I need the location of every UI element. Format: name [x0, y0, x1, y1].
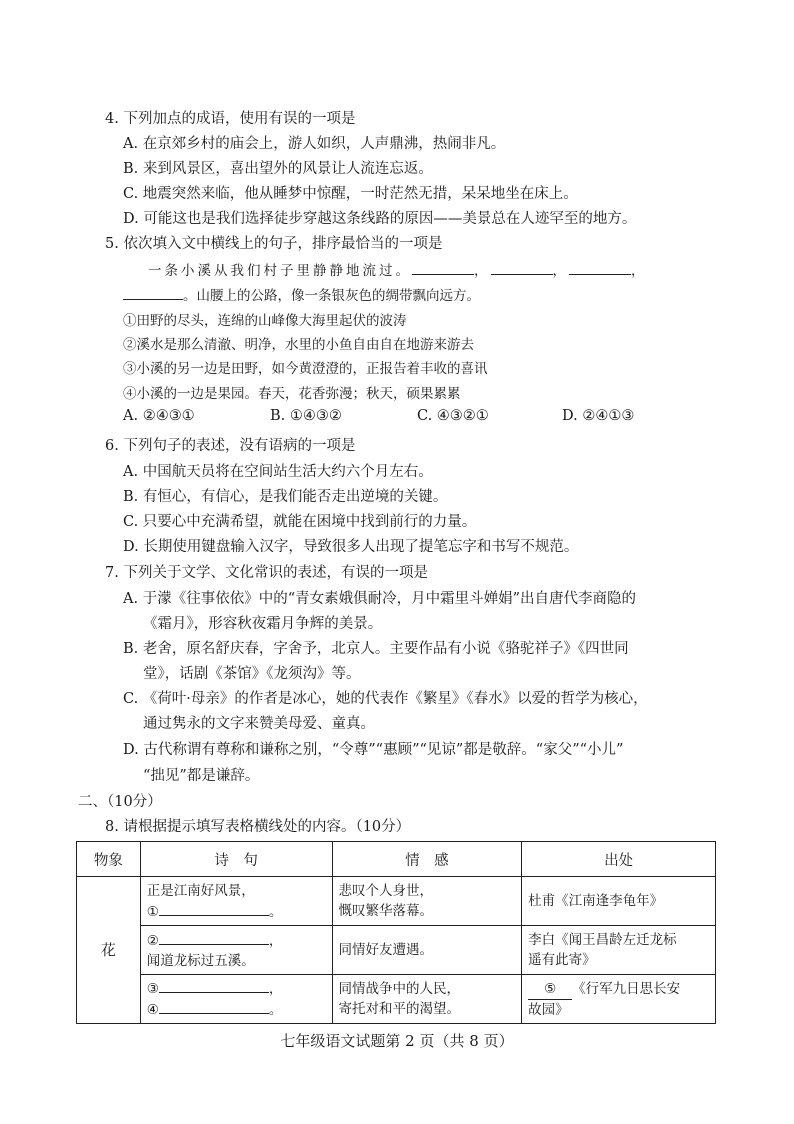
q7-option-b-line2: 堂》，话剧《茶馆》《龙须沟》等。 [143, 666, 361, 682]
header-poem: 诗 句 [140, 842, 332, 877]
poem-text: 闻道龙标过五溪。 [146, 952, 255, 969]
source-text: 遥有此寄》 [528, 952, 596, 968]
q5-sentence-2: ②溪水是那么清澈、明净，水里的小鱼自由自在地游来游去 [123, 337, 474, 353]
source-cell-1 [522, 877, 716, 926]
punctuation: 。 [268, 1002, 283, 1018]
q5-passage-text: 一条小溪从我们村子里静静地流过。 [148, 263, 412, 279]
blank-number: ① [146, 903, 159, 920]
header-source: 出处 [522, 842, 716, 877]
q8-stem: 8. 请根据提示填写表格横线处的内容。（10分） [105, 819, 411, 835]
q5-sentence-4: ④小溪的一边是果园。春天，花香弥漫；秋天，硕果累累 [123, 386, 461, 402]
table-header-row [77, 842, 716, 877]
source-text: 杜甫《江南逢李龟年》 [528, 893, 664, 909]
q7-option-c-line1: C. 《荷叶·母亲》的作者是冰心，她的代表作《繁星》《春水》以爱的哲学为核心， [123, 691, 648, 707]
blank-number: ③ [146, 981, 159, 997]
q6-option-b: B. 有恒心，有信心，是我们能否走出逆境的关键。 [123, 489, 448, 505]
q5-option-c: C. ④③②① [417, 408, 489, 424]
poem-blank-line [147, 999, 326, 1020]
table-row [77, 877, 716, 926]
q5-option-b: B. ①④③② [270, 408, 342, 424]
emotion-cell-1 [332, 877, 522, 926]
punctuation: ， [268, 981, 283, 997]
q5-passage-line2 [123, 284, 480, 304]
q7-option-d-line2: “拙见”都是谦辞。 [143, 768, 260, 784]
emotion-text: 同情好友遭遇。 [338, 942, 433, 958]
answer-blank-5[interactable]: ⑤ [528, 979, 572, 1000]
poem-blank-line [147, 930, 326, 951]
page-footer: 七年级语文试题第 2 页（共 8 页） [280, 1032, 514, 1050]
emotion-text: 同情战争中的人民， [338, 981, 460, 997]
q7-option-c-line2: 通过隽永的文字来赞美母爱、童真。 [143, 716, 375, 732]
q6-option-c: C. 只要心中充满希望，就能在困境中找到前行的力量。 [123, 514, 477, 530]
q5-blank-2[interactable] [491, 260, 553, 275]
source-text: 《行军九日思长安 [572, 980, 681, 997]
object-cell: 花 [77, 877, 141, 1024]
blank-number: ④ [146, 1002, 159, 1018]
poem-cell-2 [140, 926, 332, 975]
q7-option-b-line1: B. 老舍，原名舒庆春，字舍予，北京人。主要作品有小说《骆驼祥子》《四世同 [123, 641, 629, 657]
q5-passage-tail: 。山腰上的公路，像一条银灰色的绸带飘向远方。 [183, 288, 480, 304]
emotion-cell-2 [332, 926, 522, 975]
q7-option-a-line2: 《霜月》，形容秋夜霜月争辉的美景。 [143, 616, 383, 632]
q4-option-b: B. 来到风景区，喜出望外的风景让人流连忘返。 [123, 161, 433, 177]
q4-option-d: D. 可能这也是我们选择徒步穿越这条线路的原因——美景总在人迹罕至的地方。 [123, 211, 637, 227]
source-text: 李白《闻王昌龄左迁龙标 [528, 932, 677, 948]
emotion-text: 悲叹个人身世， [338, 883, 433, 899]
q5-option-a: A. ②④③① [123, 408, 195, 424]
answer-blank-1[interactable] [159, 901, 269, 916]
q4-stem: 4. 下列加点的成语，使用有误的一项是 [105, 111, 356, 127]
table-row [77, 975, 716, 1024]
answer-blank-3[interactable] [159, 978, 269, 993]
q5-blank-1[interactable] [412, 260, 474, 275]
q5-option-d: D. ②④①③ [562, 408, 635, 424]
q5-stem: 5. 依次填入文中横线上的句子，排序最恰当的一项是 [105, 236, 443, 252]
q5-sentence-1: ①田野的尽头，连绵的山峰像大海里起伏的波涛 [123, 313, 407, 329]
q6-option-a: A. 中国航天员将在空间站生活大约六个月左右。 [123, 464, 433, 480]
q7-option-d-line1: D. 古代称谓有尊称和谦称之别，“令尊”“惠顾”“见谅”都是敬辞。“家父”“小儿” [123, 742, 624, 758]
source-text: 故园》 [528, 1001, 569, 1018]
punctuation: 。 [268, 903, 283, 920]
q5-blank-4[interactable] [123, 285, 183, 300]
emotion-cell-3 [332, 975, 522, 1024]
q5-passage-line1: 一条小溪从我们村子里静静地流过。 ， ， ， [148, 259, 648, 279]
poem-blank-line [147, 978, 326, 999]
poem-cell-1 [140, 877, 332, 926]
q7-stem: 7. 下列关于文学、文化常识的表述，有误的一项是 [105, 565, 428, 581]
q6-stem: 6. 下列句子的表述，没有语病的一项是 [105, 438, 356, 454]
table-row [77, 926, 716, 975]
q4-option-a: A. 在京郊乡村的庙会上，游人如织，人声鼎沸，热闹非凡。 [123, 136, 506, 152]
section-2-title: 二、（10分） [78, 794, 162, 810]
q4-option-c: C. 地震突然来临，他从睡梦中惊醒，一时茫然无措，呆呆地坐在床上。 [123, 186, 578, 202]
source-cell-2 [522, 926, 716, 975]
answer-blank-2[interactable] [159, 930, 269, 945]
punctuation: ， [268, 932, 283, 949]
header-object: 物象 [77, 842, 141, 877]
q6-option-d: D. 长期使用键盘输入汉字，导致很多人出现了提笔忘字和书写不规范。 [123, 539, 579, 555]
blank-number: ② [146, 932, 159, 949]
source-cell-3 [522, 975, 716, 1024]
poem-text: 正是江南好风景， [146, 882, 255, 899]
header-emotion: 情 感 [332, 842, 522, 877]
q7-option-a-line1: A. 于濛《往事依依》中的“青女素娥俱耐冷，月中霜里斗婵娟”出自唐代李商隐的 [123, 591, 637, 607]
q5-blank-3[interactable] [569, 260, 631, 275]
poem-table [76, 841, 716, 1024]
emotion-text: 慨叹繁华落幕。 [338, 903, 433, 919]
answer-blank-4[interactable] [159, 999, 269, 1014]
poem-cell-3 [140, 975, 332, 1024]
poem-blank-line [147, 901, 326, 922]
q5-sentence-3: ③小溪的另一边是田野，如今黄澄澄的，正报告着丰收的喜讯 [123, 361, 488, 377]
emotion-text: 寄托对和平的渴望。 [338, 1001, 460, 1017]
source-line [528, 979, 709, 1000]
